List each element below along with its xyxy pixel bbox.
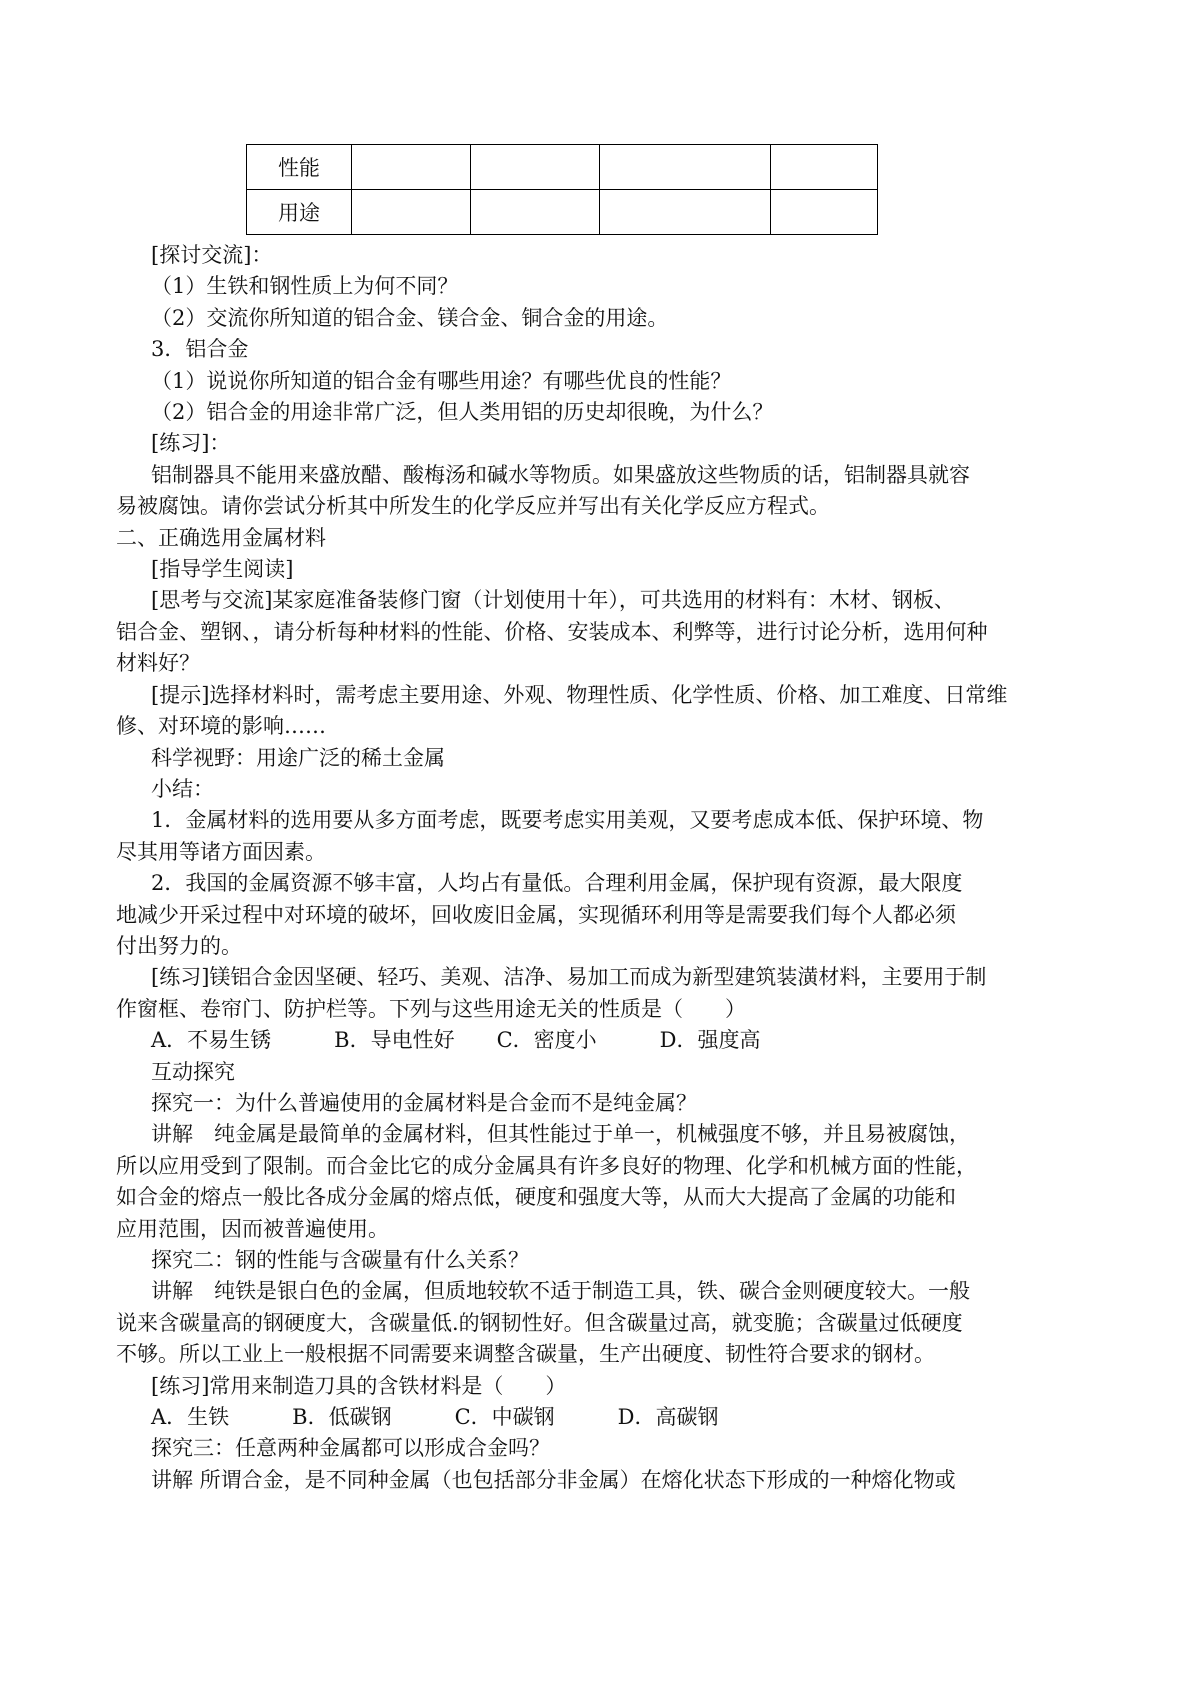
- section-label: 小结：: [151, 776, 214, 801]
- question-line: 探究二：钢的性能与含碳量有什么关系？: [151, 1248, 529, 1272]
- heading: 二、正确选用金属材料: [116, 525, 326, 550]
- table-row: [247, 145, 878, 190]
- paragraph-line: [思考与交流]某家庭准备装修门窗（计划使用十年），可共选用的材料有：木材、钢板、: [151, 588, 955, 613]
- paragraph-line: 2．我国的金属资源不够丰富，人均占有量低。合理利用金属，保护现有资源，最大限度: [151, 871, 963, 896]
- answer-options: A．不易生锈 B．导电性好 C．密度小 D．强度高: [151, 1028, 761, 1053]
- paragraph-line: 科学视野：用途广泛的稀土金属: [151, 745, 445, 770]
- table-cell: [600, 190, 771, 235]
- table-cell: [600, 145, 771, 190]
- paragraph-line: 所以应用受到了限制。而合金比它的成分金属具有许多良好的物理、化学和机械方面的性能，: [116, 1153, 977, 1178]
- paragraph-line: 讲解 纯铁是银白色的金属，但质地较软不适于制造工具，铁、碳合金则硬度较大。一般: [151, 1279, 970, 1304]
- table-cell: [771, 190, 878, 235]
- paragraph-line: 铝制器具不能用来盛放醋、酸梅汤和碱水等物质。如果盛放这些物质的话，铝制器具就容: [151, 462, 970, 487]
- section-label: [探讨交流]：: [151, 243, 273, 267]
- paragraph-line: 说来含碳量高的钢硬度大，含碳量低.的钢韧性好。但含碳量过高，就变脆；含碳量过低硬度: [116, 1310, 963, 1335]
- paragraph-line: 1．金属材料的选用要从多方面考虑，既要考虑实用美观，又要考虑成本低、保护环境、物: [151, 808, 984, 833]
- paragraph-line: 付出努力的。: [116, 933, 242, 958]
- paragraph-line: 讲解 所谓合金，是不同种金属（也包括部分非金属）在熔化状态下形成的一种熔化物或: [151, 1467, 956, 1492]
- paragraph-line: 应用范围，因而被普遍使用。: [116, 1216, 389, 1241]
- row-header: 性能: [247, 145, 352, 190]
- paragraph-line: 如合金的熔点一般比各成分金属的熔点低，硬度和强度大等，从而大大提高了金属的功能和: [116, 1185, 956, 1210]
- question-line: （2）铝合金的用途非常广泛，但人类用铝的历史却很晚，为什么？: [151, 400, 774, 425]
- question-line: 探究一：为什么普遍使用的金属材料是合金而不是纯金属？: [151, 1090, 697, 1115]
- table-cell: [352, 145, 471, 190]
- question-line: （2）交流你所知道的铝合金、镁合金、铜合金的用途。: [151, 305, 669, 330]
- paragraph-line: 不够。所以工业上一般根据不同需要来调整含碳量，生产出硬度、韧性符合要求的钢材。: [116, 1342, 935, 1367]
- paragraph-line: 作窗框、卷帘门、防护栏等。下列与这些用途无关的性质是（ ）: [116, 996, 746, 1021]
- table-cell: [352, 190, 471, 235]
- paragraph-line: [练习]镁铝合金因坚硬、轻巧、美观、洁净、易加工而成为新型建筑装潢材料，主要用于制: [151, 965, 987, 990]
- subheading: 3．铝合金: [151, 337, 249, 362]
- table-cell: [771, 145, 878, 190]
- table-cell: [471, 190, 600, 235]
- paragraph-line: 尽其用等诸方面因素。: [116, 839, 326, 864]
- paragraph-line: 修、对环境的影响……: [116, 714, 326, 739]
- properties-table: [246, 144, 878, 235]
- table-cell: [471, 145, 600, 190]
- subheading: 互动探究: [151, 1059, 235, 1084]
- document-body: [116, 240, 1076, 1496]
- section-label: [练习]：: [151, 431, 231, 456]
- paragraph-line: 材料好？: [116, 651, 200, 676]
- row-header: 用途: [247, 190, 352, 235]
- table-row: [247, 190, 878, 235]
- question-line: 探究三：任意两种金属都可以形成合金吗？: [151, 1436, 550, 1461]
- paragraph-line: 地减少开采过程中对环境的破坏，回收废旧金属，实现循环利用等是需要我们每个人都必须: [116, 902, 956, 927]
- question-line: （1）生铁和钢性质上为何不同？: [151, 274, 459, 299]
- paragraph-line: [提示]选择材料时，需考虑主要用途、外观、物理性质、化学性质、价格、加工难度、日常维: [151, 682, 1008, 707]
- paragraph-line: 易被腐蚀。请你尝试分析其中所发生的化学反应并写出有关化学反应方程式。: [116, 494, 830, 519]
- section-label: [指导学生阅读]: [151, 557, 294, 582]
- question-line: （1）说说你所知道的铝合金有哪些用途？有哪些优良的性能？: [151, 368, 732, 393]
- answer-options: A．生铁 B．低碳钢 C．中碳钢 D．高碳钢: [151, 1405, 719, 1430]
- question-line: [练习]常用来制造刀具的含铁材料是（ ）: [151, 1373, 567, 1398]
- paragraph-line: 讲解 纯金属是最简单的金属材料，但其性能过于单一，机械强度不够，并且易被腐蚀，: [151, 1122, 970, 1147]
- paragraph-line: 铝合金、塑钢、，请分析每种材料的性能、价格、安装成本、利弊等，进行讨论分析，选用何种: [116, 619, 988, 644]
